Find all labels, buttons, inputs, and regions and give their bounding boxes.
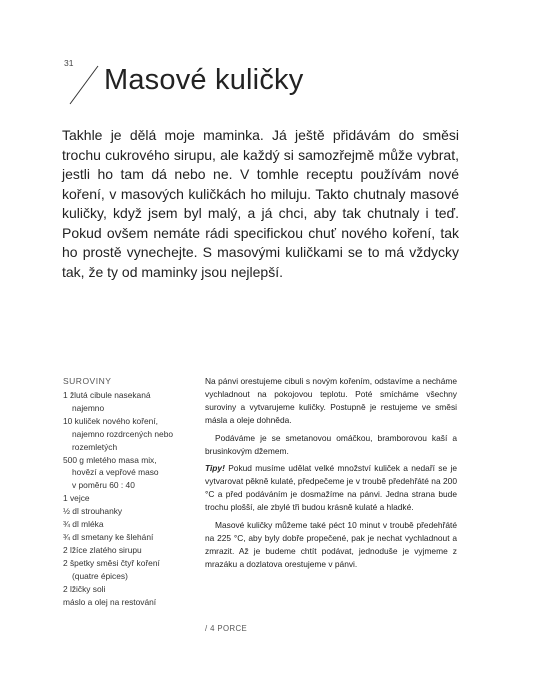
ingredient-line: 1 žlutá cibule nasekaná xyxy=(63,390,151,400)
ingredient-line: najemno rozdrcených nebo xyxy=(72,428,174,439)
ingredient-line: ¾ dl smetany ke šlehání xyxy=(63,531,154,542)
ingredient-line: (quatre épices) xyxy=(72,570,128,581)
ingredient-line: ¾ dl mléka xyxy=(63,519,104,530)
ingredient-line: hovězí a vepřové maso xyxy=(72,467,159,478)
page-title: Masové kuličky xyxy=(104,64,304,96)
ingredient-line: 10 kuliček nového koření, xyxy=(63,415,158,426)
ingredient-line: máslo a olej na restování xyxy=(63,596,157,607)
intro-text: Takhle je dělá moje maminka. Já ještě přidávám do směsi trochu cukrového sirupu, ale každý si samozřejmě může vybrat, jestli ho tam dá nebo ne. V tomhle receptu používám nové koření, v masových kuličkách ho miluju. Takto chutnaly masové kuličky, když jsem byl malý, a já chci, aby tak chutnaly i teď. Pokud ovšem nemáte rádi specifickou chuť nového koření, tak ho prostě vynechejte. S masovými kuličkami se to má vždycky tak, že ty od maminky jsou nejlepší. xyxy=(62,127,459,280)
ingredients-heading: SUROVINY xyxy=(63,376,112,386)
ingredient-line: 1 vejce xyxy=(63,493,90,504)
intro-paragraph xyxy=(62,126,459,282)
ingredient-line: 2 lžičky soli xyxy=(63,583,106,594)
serving-paragraph: Podáváme je se smetanovou omáčkou, bramborovou kaší a brusinkovým džemem. xyxy=(205,432,457,456)
method-paragraph: Na pánvi orestujeme cibuli s novým kořením, odstavíme a necháme vychladnout na pokojovou teplotu. Poté smícháme všechny suroviny a vytvarujeme kuličky. Postupně je restujeme ve směsi másla a oleje dohněda. xyxy=(205,376,457,425)
ingredient-line: ½ dl strouhanky xyxy=(63,506,123,517)
title-slash-divider xyxy=(62,64,106,108)
freezing-paragraph: Masové kuličky můžeme také péct 10 minut v troubě předehřáté na 225 °C, aby byly dobře propečené, pak je nechat vychladnout a zmrazit. Až je budeme chtít podávat, jednoduše je vyjmeme z mrazáku a dozlatova orestujeme v pánvi. xyxy=(205,520,457,569)
ingredient-line: najemno xyxy=(72,402,105,413)
portions-label: / 4 PORCE xyxy=(205,624,248,633)
ingredient-line: rozemletých xyxy=(72,441,118,452)
ingredient-line: 500 g mletého masa mix, xyxy=(63,454,157,465)
tips-text: Pokud musíme udělat velké množství kuliček a nedaří se je vytvarovat pěkně kulaté, předpečeme je v troubě předehřáté na 200 °C a před podáváním je dosmažíme na pánvi. Jedna strana bude trochu plošší, ale zbylé tři budou krásně kulaté a hladké. xyxy=(205,463,457,513)
method-text xyxy=(205,375,457,576)
tips-paragraph xyxy=(205,462,457,514)
page-number: 31 xyxy=(64,58,74,68)
ingredient-line: 2 lžíce zlatého sirupu xyxy=(63,544,142,555)
ingredient-line: 2 špetky směsi čtyř koření xyxy=(63,557,160,568)
tips-label: Tipy! xyxy=(205,463,225,474)
ingredients-list xyxy=(63,389,195,608)
ingredient-line: v poměru 60 : 40 xyxy=(72,480,135,491)
